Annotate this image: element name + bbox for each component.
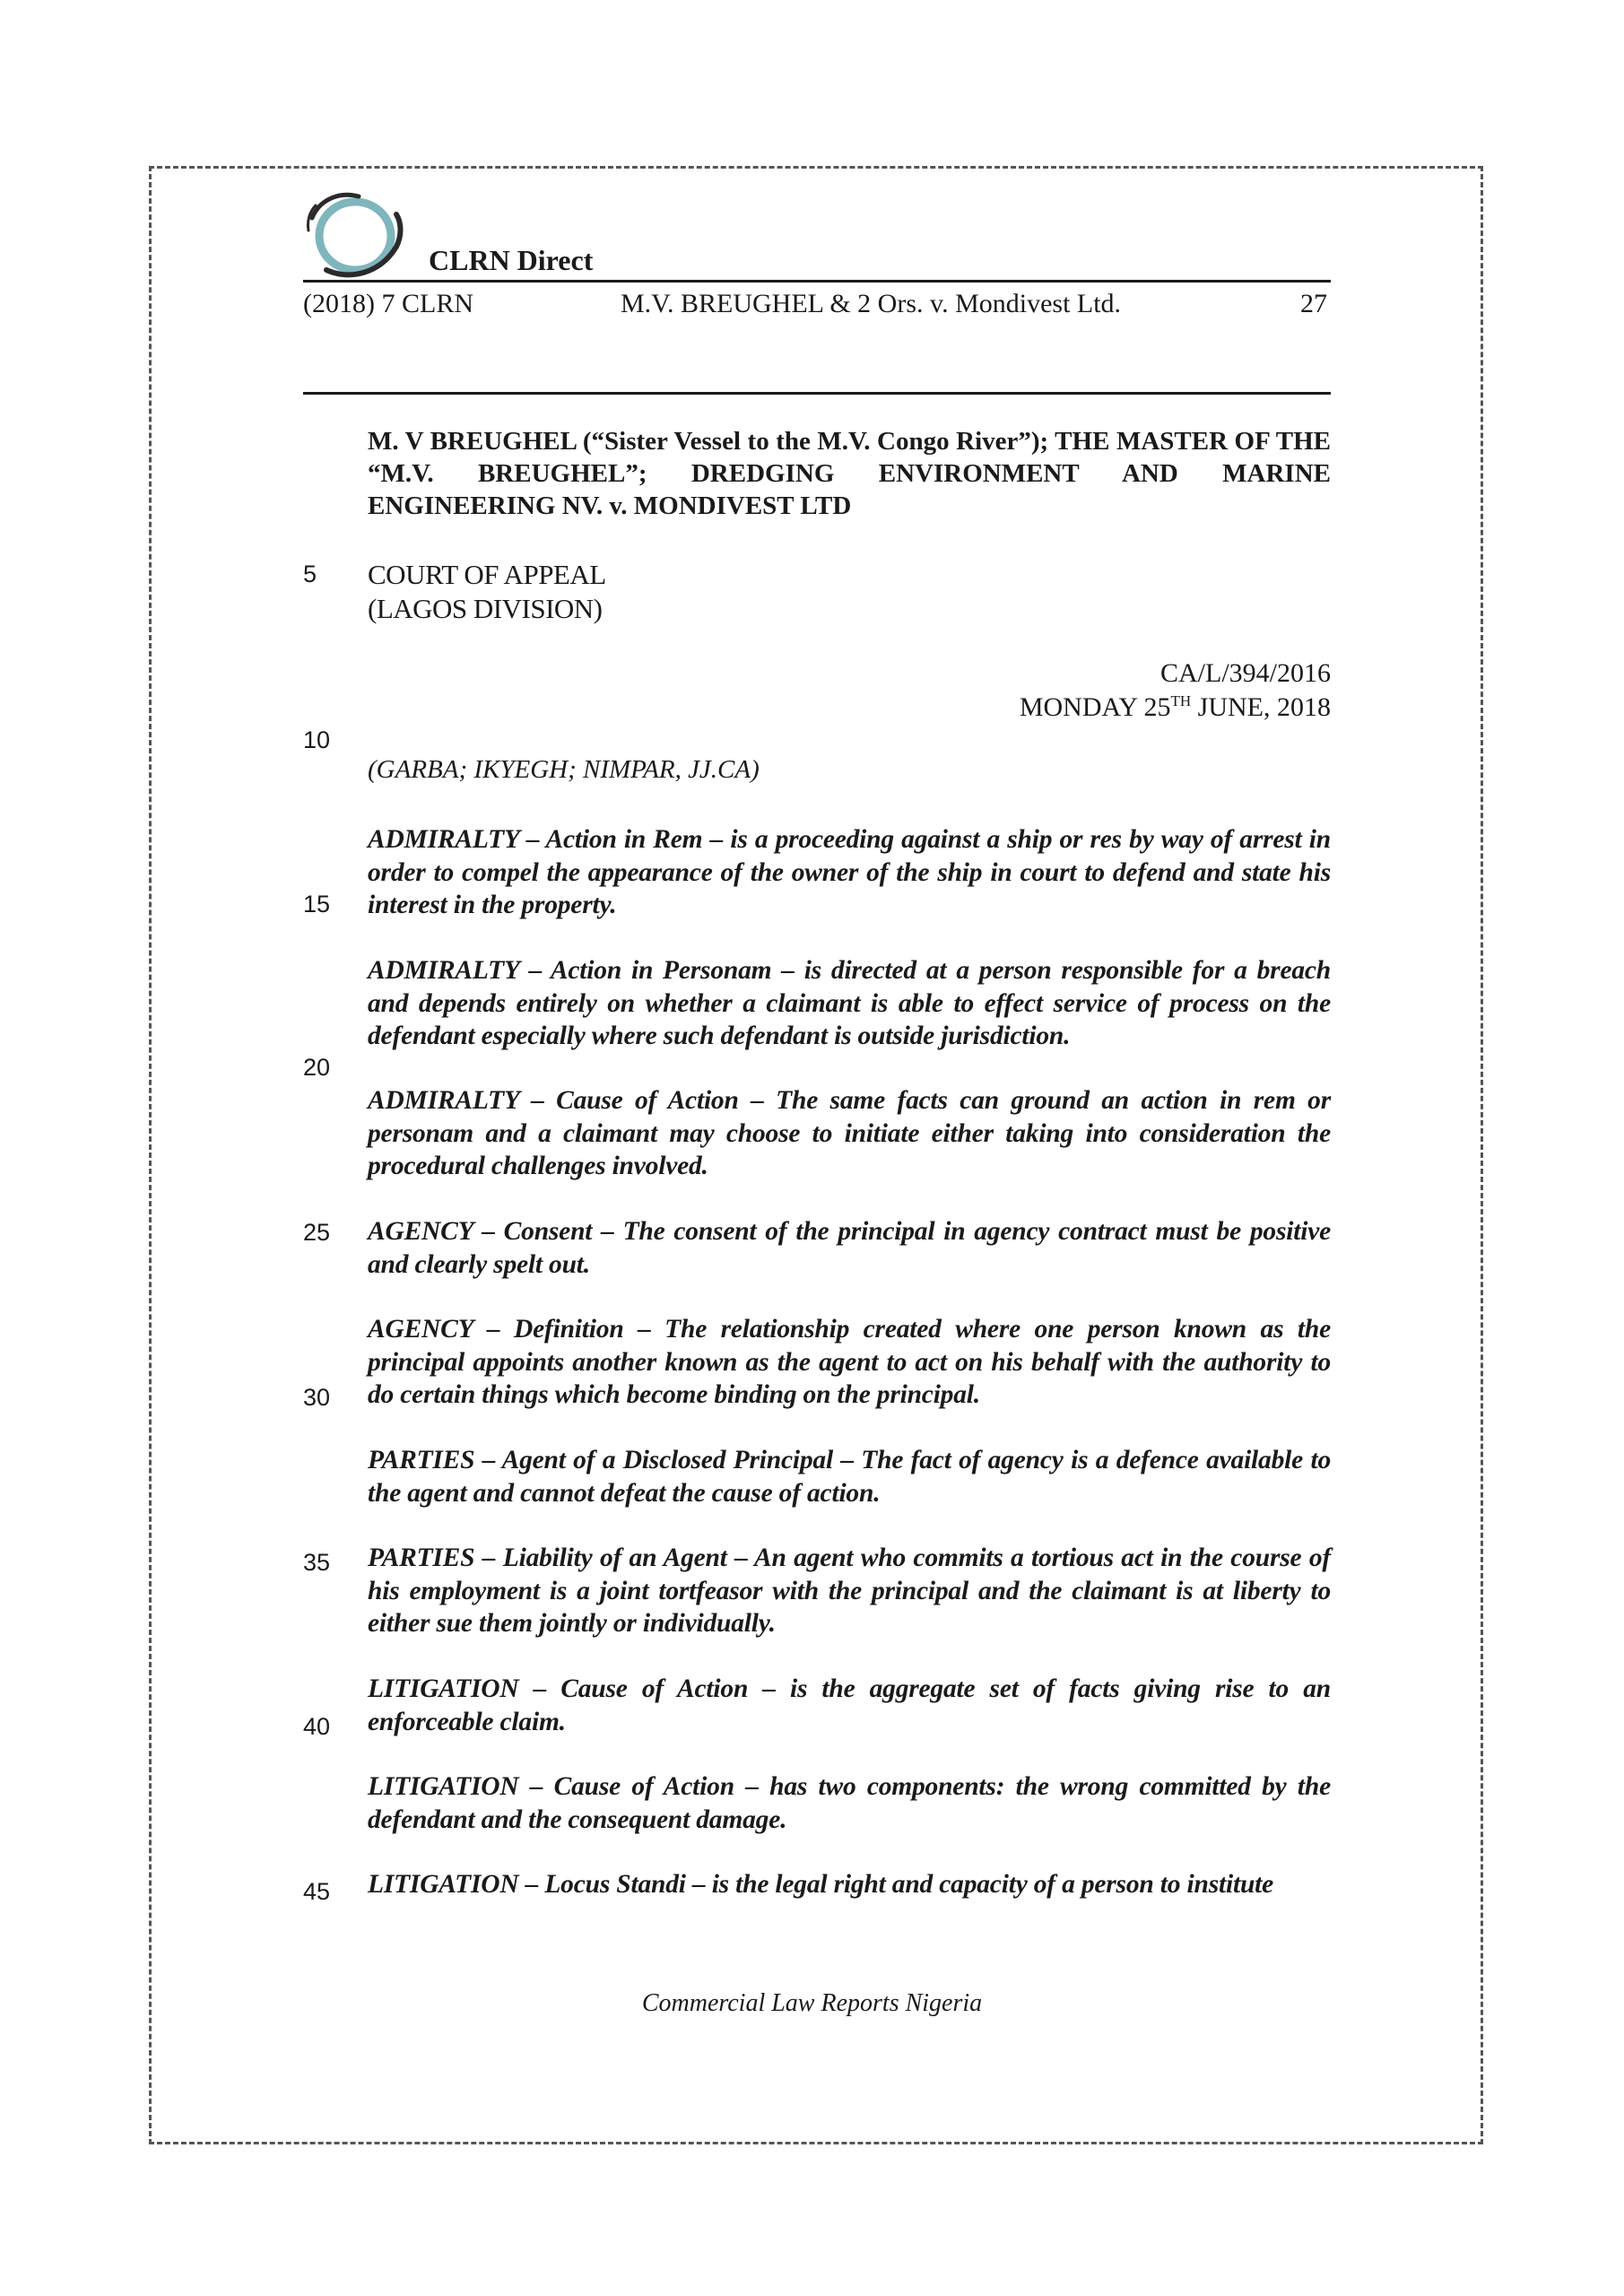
suit-number: CA/L/394/2016 (1159, 658, 1331, 688)
header-rule (303, 280, 1331, 283)
catchword-paragraph: PARTIES – Agent of a Disclosed Principal – The fact of agency is a defence available to the agent and cannot defeat the cause of action. (368, 1446, 1331, 1508)
date-rest: JUNE, 2018 (1191, 692, 1331, 722)
court-name: COURT OF APPEAL (368, 559, 606, 590)
court-division: (LAGOS DIVISION) (368, 593, 603, 624)
line-number: 10 (303, 726, 331, 753)
panel-of-justices: (GARBA; IKYEGH; NIMPAR, JJ.CA) (368, 755, 760, 784)
catchword-paragraph: AGENCY – Definition – The relationship created where one person known as the principal appoints another known as the agent to act on his behalf with the authority to do certain things which become binding on the principal. (368, 1315, 1331, 1409)
line-number: 40 (303, 1713, 331, 1740)
catchword-paragraph: LITIGATION – Locus Standi – is the legal right and capacity of a person to institute (368, 1870, 1274, 1899)
catchword-paragraph: AGENCY – Consent – The consent of the principal in agency contract must be positive and clearly spelt out. (368, 1217, 1331, 1279)
catchword-paragraph: ADMIRALTY – Action in Personam – is directed at a person responsible for a breach and depends entirely on whether a claimant is able to effect service of process on the defendant especially where such defendant is outside jurisdiction. (368, 956, 1331, 1050)
court-block (368, 558, 606, 626)
line-number: 35 (303, 1549, 331, 1576)
catchword-paragraph: LITIGATION – Cause of Action – has two components: the wrong committed by the defendant and the consequent damage. (368, 1772, 1331, 1834)
line-number: 45 (303, 1878, 331, 1905)
citation: (2018) 7 CLRN (303, 289, 473, 318)
line-number: 20 (303, 1054, 331, 1081)
catchword-paragraph: ADMIRALTY – Action in Rem – is a proceeding against a ship or res by way of arrest in order to compel the appearance of the owner of the ship in court to defend and state his interest in the property. (368, 825, 1331, 919)
case-title: M. V BREUGHEL (“Sister Vessel to the M.V. Congo River”); THE MASTER OF THE “M.V. BREUGHEL”; DREDGING ENVIRONMENT AND MARINE ENGINEERING NV. v. MONDIVEST LTD (368, 427, 1331, 520)
line-number: 5 (303, 561, 317, 587)
reference-block (1020, 657, 1331, 725)
catchword-paragraph: ADMIRALTY – Cause of Action – The same facts can ground an action in rem or personam and a claimant may choose to initiate either taking into consideration the procedural challenges involved. (368, 1086, 1331, 1180)
line-number: 25 (303, 1219, 331, 1246)
catchword-paragraph: LITIGATION – Cause of Action – is the aggregate set of facts giving rise to an enforceable claim. (368, 1674, 1331, 1736)
date-suffix: TH (1170, 692, 1192, 709)
page-number: 27 (1300, 289, 1327, 318)
date-prefix: MONDAY 25 (1019, 692, 1171, 722)
case-short-title: M.V. BREUGHEL & 2 Ors. v. Mondivest Ltd. (621, 289, 1122, 318)
judgment-date (1020, 691, 1331, 725)
line-number: 30 (303, 1384, 331, 1411)
footer-publication: Commercial Law Reports Nigeria (641, 1989, 983, 2017)
catchword-paragraph: PARTIES – Liability of an Agent – An agent who commits a tortious act in the course of his employment is a joint tortfeasor with the principal and the claimant is at liberty to either sue them jointly or individually. (368, 1544, 1331, 1638)
line-number: 15 (303, 891, 331, 918)
clrn-logo (303, 184, 411, 283)
title-rule (303, 392, 1331, 395)
brand-name: CLRN Direct (429, 244, 594, 276)
